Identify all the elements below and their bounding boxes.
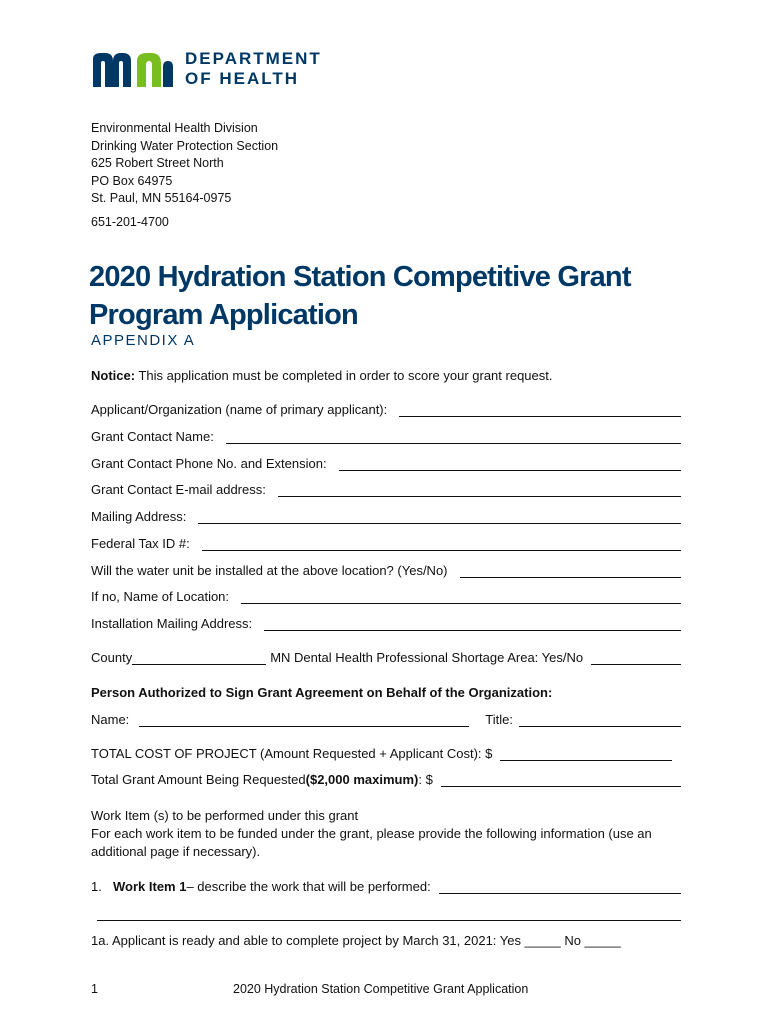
requested-field[interactable] — [441, 772, 681, 787]
water-unit-label: Will the water unit be installed at the above location? (Yes/No) — [91, 563, 448, 578]
logo-line-1: DEPARTMENT — [185, 49, 322, 68]
contact-email-field[interactable] — [278, 482, 681, 497]
title-field[interactable] — [519, 712, 681, 727]
total-cost-field[interactable] — [500, 746, 672, 761]
work-item-1-row — [91, 879, 681, 894]
name-title-row — [91, 712, 681, 727]
applicant-label: Applicant/Organization (name of primary applicant): — [91, 402, 388, 417]
address-line: PO Box 64975 — [91, 173, 173, 188]
requested-label-prefix: Total Grant Amount Being Requested — [91, 772, 306, 787]
page-number: 1 — [91, 982, 98, 996]
address-line: Drinking Water Protection Section — [91, 138, 279, 153]
county-label: County — [91, 650, 133, 665]
name-label: Name: — [91, 712, 130, 727]
work-intro-line-2: For each work item to be funded under the grant, please provide the following information (use an additional page if necessary). — [91, 826, 652, 859]
address-line: St. Paul, MN 55164-0975 — [91, 191, 232, 205]
contact-name-field[interactable] — [226, 429, 681, 444]
install-address-label: Installation Mailing Address: — [91, 616, 253, 631]
shortage-field[interactable] — [591, 650, 681, 665]
mailing-field[interactable] — [198, 509, 681, 524]
contact-name-label: Grant Contact Name: — [91, 429, 214, 444]
work-item-1a-text: 1a. Applicant is ready and able to complete project by March 31, 2021: Yes _____ No _____ — [91, 933, 621, 948]
location-name-label: If no, Name of Location: — [91, 589, 230, 604]
appendix-label: APPENDIX A — [91, 332, 196, 349]
mdh-logo — [91, 48, 322, 90]
work-item-1-continuation — [97, 906, 681, 921]
location-name-field[interactable] — [241, 589, 681, 604]
notice — [91, 368, 552, 383]
mn-logo-icon — [91, 49, 177, 89]
install-address-field[interactable] — [264, 616, 681, 631]
requested-label-max: ($2,000 maximum) — [305, 772, 419, 787]
water-unit-field[interactable] — [460, 563, 682, 578]
total-cost-label: TOTAL COST OF PROJECT (Amount Requested + Applicant Cost): $ — [91, 746, 493, 761]
contact-email-row — [91, 482, 681, 497]
county-row — [91, 650, 681, 665]
notice-text: This application must be completed in order to score your grant request. — [135, 368, 553, 383]
tax-id-field[interactable] — [202, 536, 681, 551]
phone-number: 651-201-4700 — [91, 215, 169, 229]
document-title — [89, 258, 709, 334]
work-intro — [91, 807, 686, 861]
tax-id-label: Federal Tax ID #: — [91, 536, 190, 551]
contact-email-label: Grant Contact E-mail address: — [91, 482, 266, 497]
requested-row — [91, 772, 681, 787]
notice-label: Notice: — [91, 368, 136, 383]
mailing-row — [91, 509, 681, 524]
requested-label-suffix: : $ — [418, 772, 433, 787]
work-intro-line-1: Work Item (s) to be performed under this grant — [91, 808, 359, 823]
title-label: Title: — [485, 712, 513, 727]
work-item-1-label: Work Item 1 — [113, 879, 187, 894]
applicant-row — [91, 402, 681, 417]
work-item-1-number: 1. — [91, 879, 102, 894]
county-field[interactable] — [132, 650, 266, 665]
address-block — [91, 120, 278, 208]
footer-title: 2020 Hydration Station Competitive Grant Application — [233, 982, 529, 996]
work-item-1a-row — [91, 933, 681, 948]
address-line: 625 Robert Street North — [91, 156, 224, 170]
work-item-1-field-2[interactable] — [97, 906, 681, 921]
tax-id-row — [91, 536, 681, 551]
applicant-field[interactable] — [399, 402, 681, 417]
authorized-heading: Person Authorized to Sign Grant Agreement on Behalf of the Organization: — [91, 685, 553, 700]
mailing-label: Mailing Address: — [91, 509, 187, 524]
work-item-1-field[interactable] — [439, 879, 681, 894]
authorized-heading-row — [91, 685, 681, 700]
shortage-label: MN Dental Health Professional Shortage Area: Yes/No — [270, 650, 584, 665]
name-field[interactable] — [139, 712, 469, 727]
title-line-2: Program Application — [89, 299, 358, 331]
work-item-1-text: – describe the work that will be performed: — [186, 879, 431, 894]
contact-phone-label: Grant Contact Phone No. and Extension: — [91, 456, 327, 471]
logo-line-2: OF HEALTH — [185, 69, 300, 88]
water-unit-row — [91, 563, 681, 578]
location-name-row — [91, 589, 681, 604]
total-cost-row — [91, 746, 681, 761]
contact-name-row — [91, 429, 681, 444]
address-line: Environmental Health Division — [91, 121, 258, 135]
logo-wordmark — [185, 49, 322, 89]
contact-phone-row — [91, 456, 681, 471]
install-address-row — [91, 616, 681, 631]
title-line-1: 2020 Hydration Station Competitive Grant — [89, 261, 631, 293]
contact-phone-field[interactable] — [339, 456, 681, 471]
